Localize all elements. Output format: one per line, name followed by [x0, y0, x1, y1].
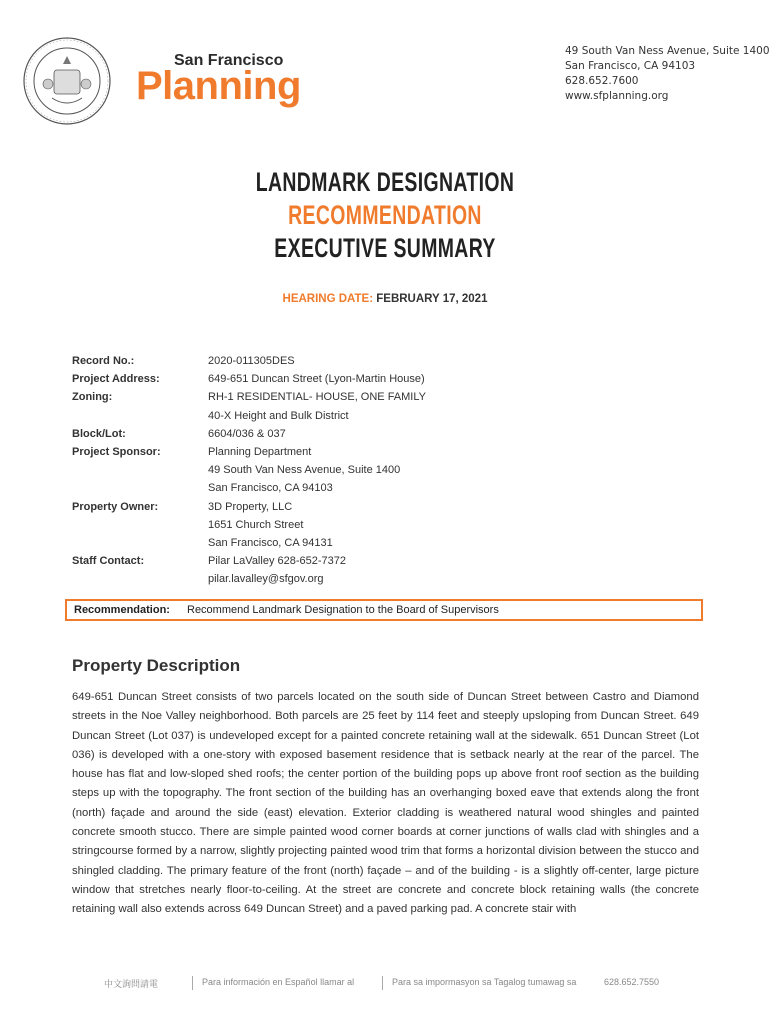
website-link[interactable]: www.sfplanning.org [565, 90, 669, 102]
hearing-date-value: FEBRUARY 17, 2021 [376, 293, 488, 305]
logo-top-text: San Francisco [174, 52, 284, 69]
owner-value: 1651 Church Street [208, 518, 304, 531]
logo-main-text: Planning [136, 64, 301, 108]
title-line-3: EXECUTIVE SUMMARY [274, 233, 496, 263]
staff-label: Staff Contact: [72, 555, 145, 568]
sponsor-value: Planning Department [208, 445, 312, 458]
sponsor-label: Project Sponsor: [72, 445, 161, 458]
section-heading: Property Description [72, 656, 241, 675]
record-value: 2020-011305DES [208, 355, 295, 367]
footer-divider [192, 976, 193, 990]
block-label: Block/Lot: [72, 427, 126, 440]
owner-label: Property Owner: [72, 500, 159, 513]
recommendation-value: Recommend Landmark Designation to the Board of Supervisors [187, 604, 499, 616]
footer-divider [382, 976, 383, 990]
staff-email-link[interactable]: pilar.lavalley@sfgov.org [208, 573, 324, 586]
hearing-date [0, 293, 770, 305]
sponsor-value: San Francisco, CA 94103 [208, 482, 333, 495]
phone-line: 628.652.7600 [565, 75, 639, 87]
block-value: 6604/036 & 037 [208, 427, 286, 440]
address-label: Project Address: [72, 373, 160, 386]
footer-chinese: 中文詢問請電 [104, 979, 159, 989]
recommendation-label: Recommendation: [74, 604, 170, 616]
footer-spanish: Para información en Español llamar al [202, 977, 355, 987]
document-title [0, 166, 770, 265]
city-seal-logo [22, 36, 112, 126]
zoning-value: 40-X Height and Bulk District [208, 409, 349, 422]
record-label: Record No.: [72, 355, 135, 367]
title-line-2: RECOMMENDATION [288, 200, 482, 230]
footer-phone: 628.652.7550 [604, 977, 660, 987]
recommendation-box [65, 599, 703, 621]
hearing-date-label: HEARING DATE: [282, 293, 374, 305]
title-line-1: LANDMARK DESIGNATION [255, 167, 515, 197]
staff-value: Pilar LaValley 628-652-7372 [208, 555, 346, 568]
address-line: San Francisco, CA 94103 [565, 60, 696, 72]
language-footer [0, 973, 770, 993]
zoning-value: RH-1 RESIDENTIAL- HOUSE, ONE FAMILY [208, 391, 427, 404]
office-address [565, 44, 770, 104]
address-value: 649-651 Duncan Street (Lyon-Martin House) [208, 373, 425, 386]
sponsor-value: 49 South Van Ness Avenue, Suite 1400 [208, 464, 401, 477]
address-line: 49 South Van Ness Avenue, Suite 1400 [565, 45, 770, 57]
owner-value: San Francisco, CA 94131 [208, 536, 333, 549]
zoning-label: Zoning: [72, 391, 113, 404]
section-paragraph: 649-651 Duncan Street consists of two parcels located on the south side of Duncan Street between Castro and Diamond streets in the Noe Valley neighborhood. Both parcels are 25 feet by 114 feet and steeply upsloping from Duncan Street. 649 Duncan Street (Lot 037) is undeveloped except for a painted concrete retaining wall at the sidewalk. 651 Duncan Street (Lot 036) is developed with a one-story with exposed basement residence that is setback nearly at the rear of the parcel. The house has flat and low-sloped shed roofs; the center portion of the building pops up above front roof section as the building steps up with the topography. The front section of the building has an overhanging boxed eave that extends along the front (north) façade and around the side (east) elevation. Exterior cladding is weathered natural wood shingles and painted concrete smooth stucco. There are simple painted wood corner boards at corner junctions of walls clad with shingles and a stringcourse formed by a narrow, slightly projecting painted wood trim that forms a horizontal division between the stucco and shingled cladding. The primary feature of the front (north) façade – and of the building - is a slightly off-center, large picture window that stretches nearly floor-to-ceiling. At the street are concrete and concrete block retaining walls (the concrete retaining wall also extends across 649 Duncan Street) and a paved parking pad. A concrete stair with [72, 691, 699, 916]
footer-tagalog: Para sa impormasyon sa Tagalog tumawag sa [392, 977, 577, 987]
owner-value: 3D Property, LLC [208, 500, 293, 513]
